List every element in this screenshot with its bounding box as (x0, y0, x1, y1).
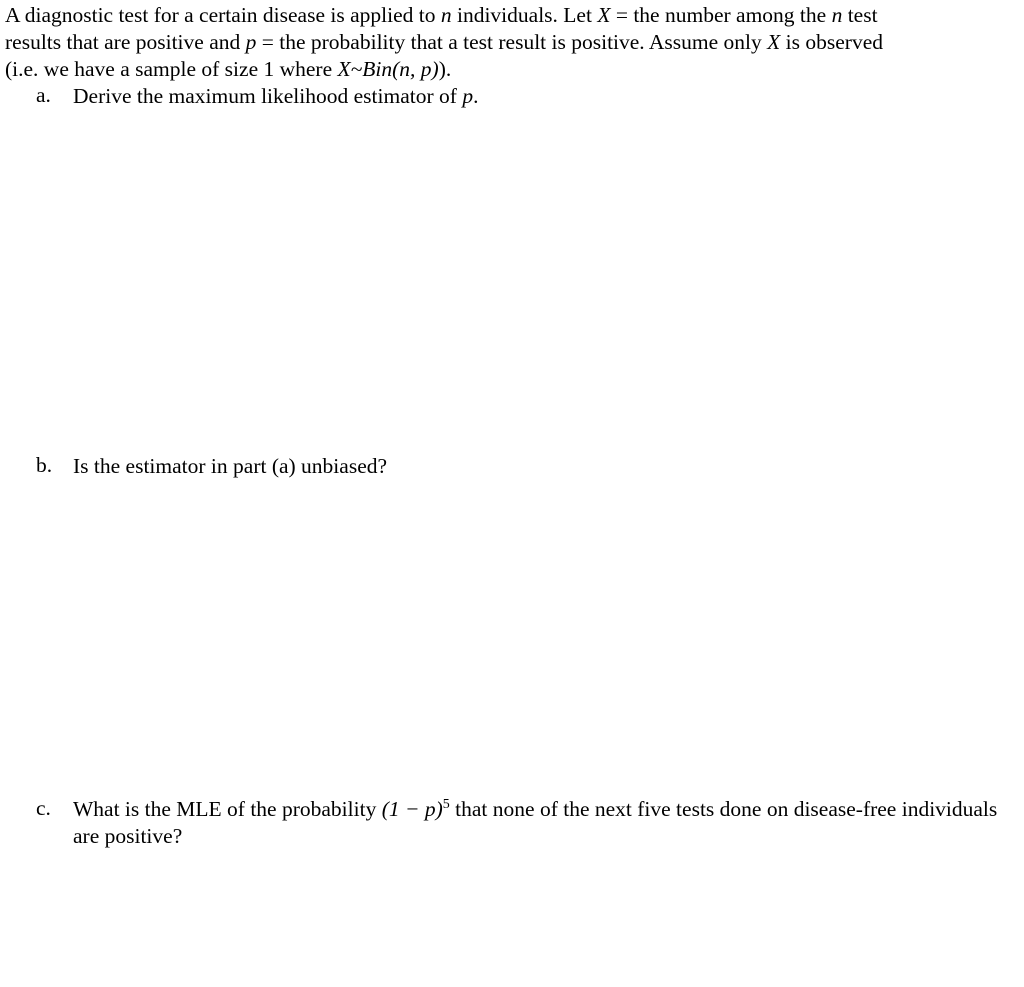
intro-line-3: (i.e. we have a sample of size 1 where X~Bin(n, p)). (5, 57, 452, 81)
part-label: a. (36, 83, 51, 107)
var-p: p (462, 84, 474, 108)
part-text: Is the estimator in part (a) unbiased? (73, 454, 388, 478)
part-label: b. (36, 453, 53, 477)
intro-line-1: A diagnostic test for a certain disease is applied to n individuals. Let X = the number among the n test (5, 3, 878, 27)
part-label: c. (36, 796, 51, 820)
binomial-distribution: X~Bin(n, p) (337, 57, 439, 81)
var-n: n (831, 3, 843, 27)
var-p: p (245, 30, 257, 54)
part-text: Derive the maximum likelihood estimator of p. (73, 84, 479, 108)
var-n: n (440, 3, 452, 27)
exponent: 5 (442, 796, 450, 812)
var-X: X (767, 30, 781, 54)
math-expression: (1 − p) (381, 797, 443, 821)
intro-line-2: results that are positive and p = the probability that a test result is positive. Assume only X is observed (5, 30, 883, 54)
var-X: X (597, 3, 611, 27)
part-text: What is the MLE of the probability $(1 - p)^5$ that none of the next five tests done on disease-free individuals are positive? (73, 796, 998, 848)
